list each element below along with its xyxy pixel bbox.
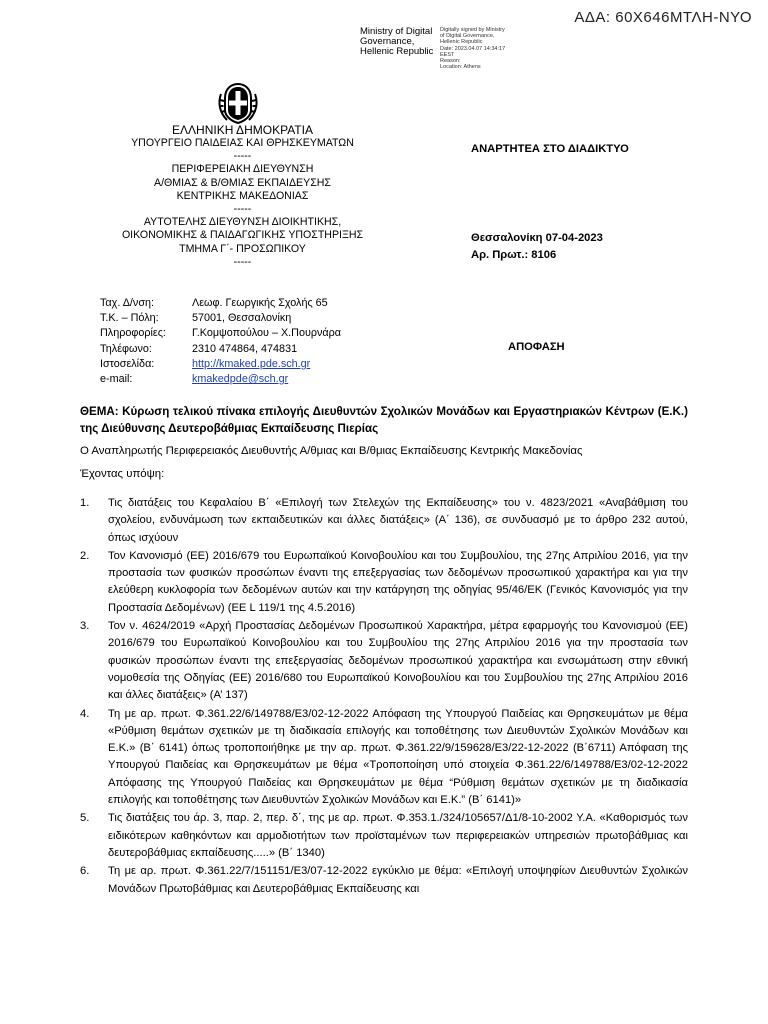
list-item [80, 706, 688, 810]
list-item [80, 863, 688, 898]
contact-row [100, 357, 341, 372]
item-text: Τη με αρ. πρωτ. Φ.361.22/6/149788/Ε3/02-12-2022 Απόφαση της Υπουργού Παιδείας και Θρησκευμάτων με θέμα «Ρύθμιση θεμάτων σχετικών με τη διαδικασία επιλογής και τοποθέτησης των Διευθυντών Σχολικών Μονάδων και Ε.Κ.» (Β΄ 6141) όπως τροποποιήθηκε με την αρ. πρωτ. Φ.361.22/9/159628/Ε3/22-12-2022 (Β΄6711) Απόφαση της Υπουργού Παιδείας και Θρησκευμάτων με θέμα «Τροποποίηση υπό στοιχεία Φ.361.22/6/149788/Ε3/02-12-2022 Απόφασης της Υπουργού Παιδείας και Θρησκευμάτων με θέμα “Ρύθμιση θεμάτων σχετικών με τη διαδικασία επιλογής και τοποθέτησης των Διευθυντών Σχολικών Μονάδων και Ε.Κ.” (Β΄ 6141)» [108, 707, 688, 807]
separator: ----- [233, 150, 252, 163]
post-online-notice: ΑΝΑΡΤΗΤΕΑ ΣΤΟ ΔΙΑΔΙΚΤΥΟ [471, 143, 629, 155]
document-date: Θεσσαλονίκη 07-04-2023 [471, 232, 603, 244]
contact-label: Ιστοσελίδα: [100, 357, 155, 370]
list-item [80, 810, 688, 862]
signature-org: Ministry of Digital Governance, Hellenic Republic [360, 26, 434, 57]
directorate-line: ΟΙΚΟΝΟΜΙΚΗΣ & ΠΑΙΔΑΓΩΓΙΚΗΣ ΥΠΟΣΤΗΡΙΞΗΣ [121, 229, 364, 242]
issuer-header [100, 124, 385, 269]
contact-label: Τ.Κ. – Πόλη: [100, 312, 159, 325]
contact-info [100, 296, 341, 387]
item-number: 3. [80, 620, 90, 633]
contact-label: Ταχ. Δ/νση: [100, 297, 154, 309]
signature-details [440, 27, 555, 70]
item-number: 1. [80, 497, 90, 509]
directorate-line: ΤΜΗΜΑ Γ΄- ΠΡΟΣΩΠΙΚΟΥ [179, 242, 306, 255]
regional-line: ΠΕΡΙΦΕΡΕΙΑΚΗ ΔΙΕΥΘΥΝΣΗ [171, 163, 314, 176]
protocol-number: Αρ. Πρωτ.: 8106 [471, 249, 557, 261]
contact-label: Πληροφορίες: [100, 327, 166, 340]
contact-value: Γ.Κομψοπούλου – Χ.Πουρνάρα [192, 327, 342, 340]
list-item [80, 548, 688, 617]
contact-value: Λεωφ. Γεωργικής Σχολής 65 [192, 297, 328, 309]
signature-line: Location: Athens [440, 64, 481, 71]
having-considered: Έχοντας υπόψη: [80, 468, 165, 480]
hellenic-emblem-icon [215, 80, 261, 126]
signature-line: Digitally signed by Ministry [440, 27, 505, 33]
contact-row [100, 372, 341, 387]
signature-line: Reason: [440, 58, 461, 65]
item-text: Τον ν. 4624/2019 «Αρχή Προστασίας Δεδομένων Προσωπικού Χαρακτήρα, μέτρα εφαρμογής του Κανονισμού (ΕΕ) 2016/679 του Ευρωπαϊκού Κοινοβουλίου και του Συμβουλίου της 27ης Απριλίου 2016 για την προστασία των φυσικών προσώπων έναντι της επεξεργασίας δεδομένων προσωπικού χαρακτήρα και ενσωμάτωση στην εθνική νομοθεσία της Οδηγίας (ΕΕ) 2016/680 του Ευρωπαϊκού Κοινοβουλίου και του Συμβουλίου της 27ης Απριλίου 2016 και άλλες διατάξεις» (Α’ 137) [108, 620, 688, 702]
digital-signature-stamp [360, 27, 555, 69]
item-number: 5. [80, 812, 90, 825]
contact-row [100, 296, 341, 311]
item-text: Τον Κανονισμό (ΕΕ) 2016/679 του Ευρωπαϊκού Κοινοβουλίου και του Συμβουλίου, της 27ης Απριλίου 2016, για την προστασία των φυσικών προσώπων έναντι της επεξεργασίας των δεδομένων προσωπικού χαρακτήρα και για την ελεύθερη κυκλοφορία των δεδομένων αυτών και την κατάργηση της οδηγίας 95/46/ΕΚ (Γενικός Κανονισμός για την Προστασία Δεδομένων) (ΕΕ L 119/1 της 4.5.2016) [108, 549, 688, 614]
contact-row [100, 326, 341, 341]
contact-row [100, 342, 341, 357]
separator: ----- [233, 203, 252, 216]
item-number: 6. [80, 865, 90, 878]
item-text: Τη με αρ. πρωτ. Φ.361.22/7/151151/Ε3/07-12-2022 εγκύκλιο με θέμα: «Επιλογή υποψηφίων Διευθυντών Σχολικών Μονάδων Πρωτοβάθμιας και Δευτεροβάθμιας Εκπαίδευσης και [108, 865, 688, 895]
contact-label: e-mail: [100, 373, 133, 386]
separator: ----- [233, 255, 252, 268]
contact-value: 57001, Θεσσαλονίκη [192, 312, 292, 325]
signature-line: of Digital Governance, [440, 33, 495, 40]
contact-label: Τηλέφωνο: [100, 342, 152, 355]
directorate-line: ΑΥΤΟΤΕΛΗΣ ΔΙΕΥΘΥΝΣΗ ΔΙΟΙΚΗΤΙΚΗΣ, [143, 216, 342, 229]
ministry-title: ΥΠΟΥΡΓΕΙΟ ΠΑΙΔΕΙΑΣ ΚΑΙ ΘΡΗΣΚΕΥΜΑΤΩΝ [131, 137, 354, 149]
item-number: 2. [80, 549, 90, 562]
signature-line: Date: 2023.04.07 14:34:17 [440, 45, 506, 52]
email-link[interactable]: kmakedpde@sch.gr [192, 373, 289, 386]
ada-code: ΑΔΑ: 60Χ646ΜΤΛΗ-ΝΥΟ [574, 9, 752, 26]
contact-value: 2310 474864, 474831 [192, 342, 298, 355]
website-link[interactable]: http://kmaked.pde.sch.gr [192, 357, 311, 370]
signature-line: EEST [440, 51, 455, 58]
considerations-list [80, 495, 688, 899]
item-text: Τις διατάξεις του Κεφαλαίου Β΄ «Επιλογή των Στελεχών της Εκπαίδευσης» του ν. 4823/2021 «Αναβάθμιση του σχολείου, ενδυνάμωση των εκπαιδευτικών και άλλες διατάξεις» (Α΄ 136), σε συνδυασμό με το άρθρο 232 αυτού, όπως ισχύουν [108, 497, 688, 544]
list-item [80, 495, 688, 547]
item-text: Τις διατάξεις του άρ. 3, παρ. 2, περ. δ΄, της με αρ. πρωτ. Φ.353.1./324/105657/Δ1/8-10-2002 Υ.Α. «Καθορισμός των ειδικότερων καθηκόντων και αρμοδιοτήτων των προϊσταμένων των περιφερειακών υπηρεσιών πρωτοβάθμιας και δευτεροβάθμιας εκπαίδευσης.....» (Β΄ 1340) [108, 812, 688, 859]
intro-text: Ο Αναπληρωτής Περιφερειακός Διευθυντής Α/θμιας και Β/θμιας Εκπαίδευσης Κεντρικής Μακεδονίας [80, 445, 583, 457]
decision-heading: ΑΠΟΦΑΣΗ [508, 341, 565, 353]
republic-title: ΕΛΛΗΝΙΚΗ ΔΗΜΟΚΡΑΤΙΑ [172, 123, 313, 137]
signature-line: Hellenic Republic [440, 39, 483, 46]
regional-line: Α/ΘΜΙΑΣ & Β/ΘΜΙΑΣ ΕΚΠΑΙΔΕΥΣΗΣ [154, 176, 331, 189]
regional-line: ΚΕΝΤΡΙΚΗΣ ΜΑΚΕΔΟΝΙΑΣ [176, 189, 309, 202]
subject-theme: ΘΕΜΑ: Κύρωση τελικού πίνακα επιλογής Διευθυντών Σχολικών Μονάδων και Εργαστηριακών Κέντρων (Ε.Κ.) της Διεύθυνσης Δευτεροβάθμιας Εκπαίδευσης Πιερίας [80, 405, 688, 435]
contact-row [100, 311, 341, 326]
item-number: 4. [80, 707, 90, 720]
list-item [80, 618, 688, 704]
